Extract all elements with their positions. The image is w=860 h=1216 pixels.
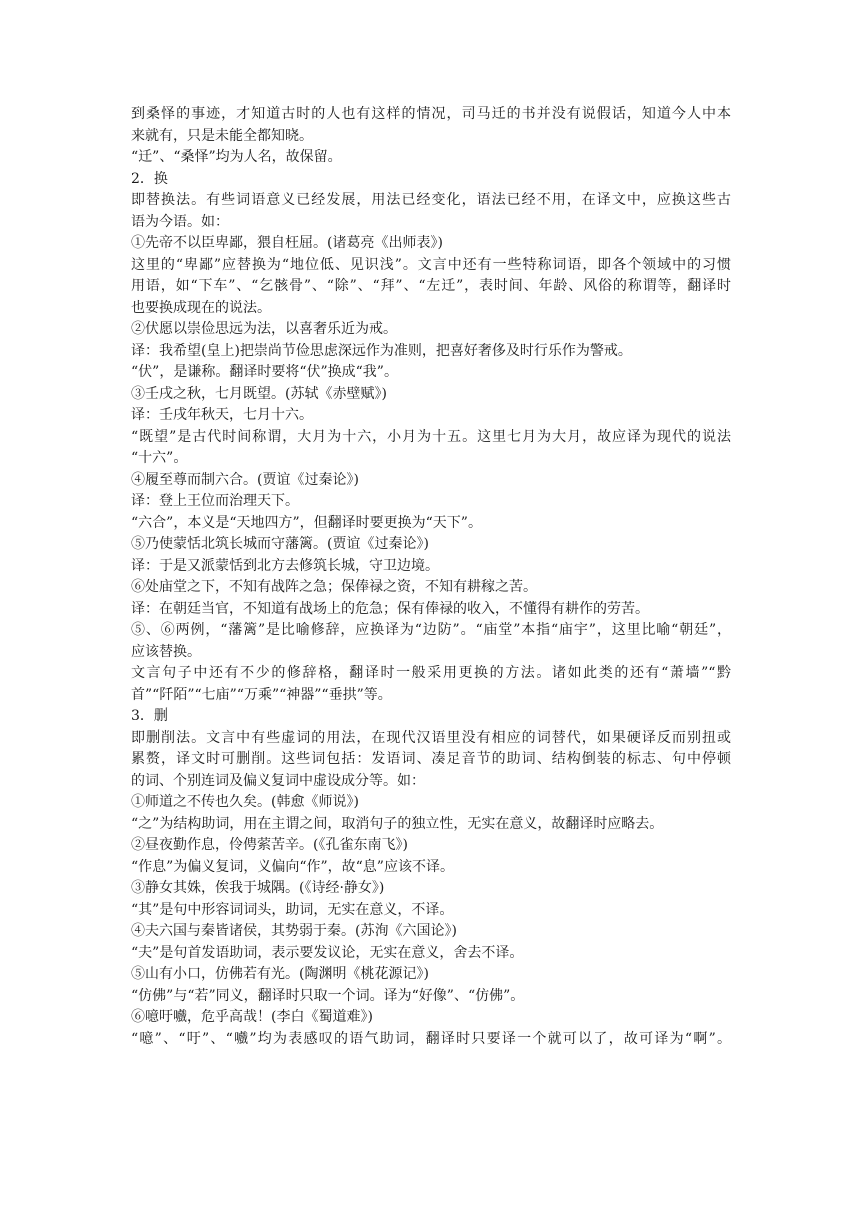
text-line: “十六”。 bbox=[131, 450, 188, 466]
text-line: “之”为结构助词，用在主谓之间，取消句子的独立性，无实在意义，故翻译时应略去。 bbox=[131, 815, 664, 832]
text-line: ⑤山有小口，仿佛若有光。(陶渊明《桃花源记》) bbox=[131, 966, 429, 982]
text-line: 2．换 bbox=[131, 170, 168, 187]
text-line: 译：于是又派蒙恬到北方去修筑长城，守卫边境。 bbox=[131, 557, 439, 574]
text-line: 首”“阡陌”“七庙”“万乘”“神器”“垂拱”等。 bbox=[131, 686, 392, 703]
text-line: “六合”，本义是“天地四方”，但翻译时要更换为“天下”。 bbox=[131, 514, 482, 531]
text-line: ④夫六国与秦皆诸侯，其势弱于秦。(苏洵《六国论》) bbox=[131, 923, 457, 939]
text-line: ②伏愿以崇俭思远为法，以喜奢乐近为戒。 bbox=[131, 321, 397, 337]
text-line: 也要换成现在的说法。 bbox=[131, 299, 271, 316]
text-line: “夫”是句首发语助词，表示要发议论，无实在意义，舍去不译。 bbox=[131, 944, 524, 961]
text-line: 即删削法。文言中有些虚词的用法，在现代汉语里没有相应的词替代，如果硬译反而别扭或 bbox=[131, 729, 731, 746]
text-line: “仿佛”与“若”同义，翻译时只取一个词。译为“好像”、“仿佛”。 bbox=[131, 987, 525, 1004]
text-line: 累赘，译文时可删削。这些词包括：发语词、凑足音节的助词、结构倒装的标志、句中停顿 bbox=[131, 751, 731, 767]
text-line: ③静女其姝，俟我于城隅。(《诗经·静女》) bbox=[131, 880, 385, 896]
text-line: 译：壬戌年秋天，七月十六。 bbox=[131, 407, 313, 423]
text-line: 语为今语。如： bbox=[131, 213, 229, 230]
text-line: 用语，如“下车”、“乞骸骨”、“除”、“拜”、“左迁”，表时间、年龄、风俗的称谓等，翻译时 bbox=[131, 278, 731, 294]
text-line: ③壬戌之秋，七月既望。(苏轼《赤壁赋》) bbox=[131, 385, 387, 402]
text-line: 译：登上王位而治理天下。 bbox=[131, 493, 299, 509]
text-line: ②昼夜勤作息，伶俜萦苦辛。(《孔雀东南飞》) bbox=[131, 837, 408, 853]
text-line: “其”是句中形容词词头，助词，无实在意义，不译。 bbox=[131, 901, 454, 918]
text-line: 这里的“卑鄙”应替换为“地位低、见识浅”。文言中还有一些特称词语，即各个领域中的习惯 bbox=[131, 256, 731, 273]
text-line: 来就有，只是未能全都知晓。 bbox=[131, 127, 313, 144]
text-line: 应该替换。 bbox=[131, 643, 201, 660]
text-line: 译：我希望(皇上)把崇尚节俭思虑深远作为准则，把喜好奢侈及时行乐作为警戒。 bbox=[131, 342, 632, 359]
text-line: 即替换法。有些词语意义已经发展，用法已经变化，语法已经不用，在译文中，应换这些古 bbox=[131, 192, 731, 208]
text-line: 译：在朝廷当官，不知道有战场上的危急；保有俸禄的收入，不懂得有耕作的劳苦。 bbox=[131, 600, 649, 617]
text-line: “伏”，是谦称。翻译时要将“伏”换成“我”。 bbox=[131, 364, 398, 380]
text-line: ⑤乃使蒙恬北筑长城而守藩篱。(贾谊《过秦论》) bbox=[131, 536, 429, 552]
text-line: 的词、个别连词及偏义复词中虚设成分等。如： bbox=[131, 772, 425, 789]
document-page bbox=[131, 104, 731, 1050]
text-line: ⑥噫吁嚱，危乎高哉！(李白《蜀道难》) bbox=[131, 1009, 373, 1025]
text-line: “既望”是古代时间称谓，大月为十六，小月为十五。这里七月为大月，故应译为现代的说法 bbox=[131, 428, 731, 445]
text-line: 到桑怿的事迹，才知道古时的人也有这样的情况，司马迁的书并没有说假话，知道今人中本 bbox=[131, 106, 731, 122]
text-line: ⑤、⑥两例，“藩篱”是比喻修辞，应换译为“边防”。“庙堂”本指“庙宇”，这里比喻“朝廷”， bbox=[131, 622, 731, 638]
text-line: “噫”、“吁”、“嚱”均为表感叹的语气助词，翻译时只要译一个就可以了，故可译为“啊”。 bbox=[131, 1030, 731, 1047]
text-line: “迁”、“桑怿”均为人名，故保留。 bbox=[131, 149, 342, 165]
text-line: ④履至尊而制六合。(贾谊《过秦论》) bbox=[131, 471, 359, 488]
text-line: ⑥处庙堂之下，不知有战阵之急；保俸禄之资，不知有耕稼之苦。 bbox=[131, 579, 537, 595]
text-line: 3．删 bbox=[131, 708, 168, 724]
text-line: ①师道之不传也久矣。(韩愈《师说》) bbox=[131, 794, 359, 810]
text-line: 文言句子中还有不少的修辞格，翻译时一般采用更换的方法。诸如此类的还有“萧墙”“黔 bbox=[131, 665, 731, 681]
text-line: “作息”为偏义复词，义偏向“作”，故“息”应该不译。 bbox=[131, 858, 454, 875]
text-line: ①先帝不以臣卑鄙，猥自枉屈。(诸葛亮《出师表》) bbox=[131, 235, 443, 251]
